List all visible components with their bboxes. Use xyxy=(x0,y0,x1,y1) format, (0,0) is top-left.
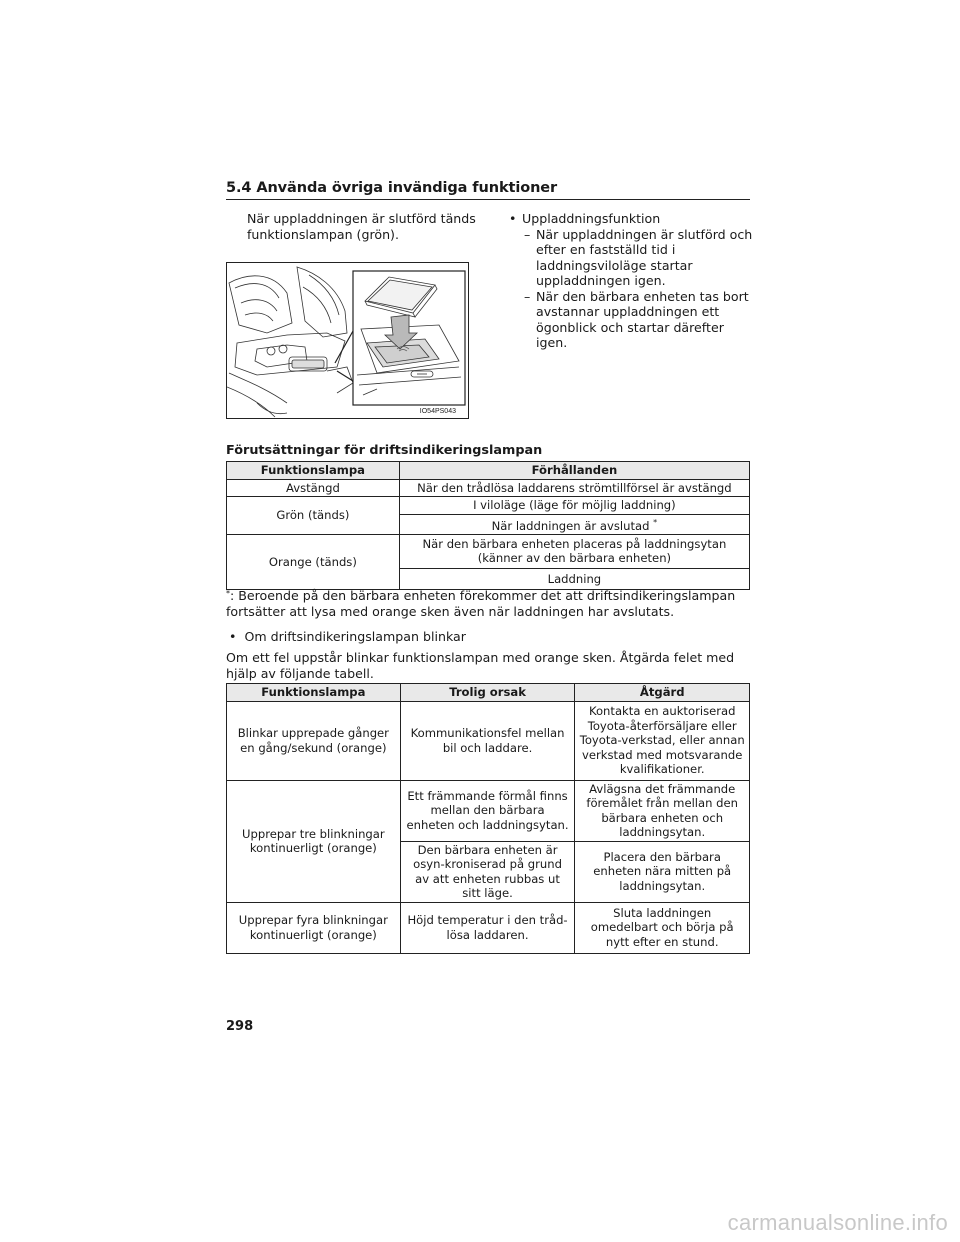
list-subitem xyxy=(506,289,756,351)
charging-function-list xyxy=(506,211,756,351)
cell-action: Placera den bärbara enheten nära mitten på laddningsytan. xyxy=(575,841,750,902)
conditions-heading: Förutsättningar för driftsindikeringslampan xyxy=(226,443,543,458)
footnote-marker: * xyxy=(653,517,658,527)
car-console-drawing xyxy=(227,263,468,418)
dash-icon: – xyxy=(524,288,531,304)
cell-condition xyxy=(399,514,749,534)
table-header-conditions: Förhållanden xyxy=(399,462,749,480)
footnote xyxy=(226,588,756,620)
bullet-text: Om driftsindikeringslampan blinkar xyxy=(244,629,466,644)
cell-action: Kontakta en auktoriserad Toyota-återförsäljare eller Toyota-verkstad, eller annan verkstad med motsvarande kvalifikationer. xyxy=(575,701,750,780)
footnote-marker: * xyxy=(226,589,230,598)
cell-condition: När den bärbara enheten placeras på laddningsytan (känner av den bärbara enheten) xyxy=(399,534,749,568)
cell-action: Avlägsna det främmande föremålet från mellan den bärbara enheten och laddningsytan. xyxy=(575,780,750,841)
section-title: 5.4 Använda övriga invändiga funktioner xyxy=(226,180,558,196)
table-header-row xyxy=(227,462,750,480)
charger-illustration xyxy=(226,262,469,419)
page-number: 298 xyxy=(226,1019,254,1034)
cell-lamp: Grön (tänds) xyxy=(227,497,400,535)
cell-lamp: Orange (tänds) xyxy=(227,534,400,589)
table-header-lamp: Funktionslampa xyxy=(227,684,401,702)
table-row xyxy=(227,534,750,568)
cell-lamp: Avstängd xyxy=(227,479,400,497)
list-item xyxy=(506,211,756,227)
table-row xyxy=(227,902,750,953)
table-row xyxy=(227,497,750,515)
list-subitem-text: När den bärbara enheten tas bort avstannar uppladdningen ett ögonblick och startar därefter igen. xyxy=(536,288,749,350)
cell-cause: Kommunikationsfel mellan bil och laddare. xyxy=(400,701,575,780)
conditions-table xyxy=(226,461,750,590)
dash-icon: – xyxy=(524,226,531,242)
cell-cause: Höjd temperatur i den tråd-lösa laddaren. xyxy=(400,902,575,953)
cell-cause: Den bärbara enheten är osyn-kroniserad på grund av att enheten rubbas ut sitt läge. xyxy=(400,841,575,902)
condition-text: När laddningen är avslutad xyxy=(491,518,650,533)
cell-condition: När den trådlösa laddarens strömtillförsel är avstängd xyxy=(399,479,749,497)
bullet-icon: • xyxy=(229,629,237,644)
table-header-lamp: Funktionslampa xyxy=(227,462,400,480)
table-header-action: Åtgärd xyxy=(575,684,750,702)
table-row xyxy=(227,701,750,780)
cell-action: Sluta laddningen omedelbart och börja på nytt efter en stund. xyxy=(575,902,750,953)
cell-cause: Ett främmande förmål finns mellan den bärbara enheten och laddningsytan. xyxy=(400,780,575,841)
table-header-row xyxy=(227,684,750,702)
list-subitem xyxy=(506,227,756,289)
troubleshooting-table xyxy=(226,683,750,954)
bullet-icon: • xyxy=(509,211,517,226)
table-row xyxy=(227,479,750,497)
cell-condition: Laddning xyxy=(399,568,749,589)
list-title: Uppladdningsfunktion xyxy=(522,211,661,226)
intro-paragraph: När uppladdningen är slutförd tänds funktionslampan (grön). xyxy=(247,211,476,242)
footnote-text: : Beroende på den bärbara enheten förekommer det att driftsindikeringslampan fortsätter att lysa med orange sken även när laddningen har avslutats. xyxy=(226,588,736,619)
watermark: carmanualsonline.info xyxy=(727,1210,948,1235)
section-divider xyxy=(226,199,750,200)
cell-lamp: Upprepar fyra blinkningar kontinuerligt (orange) xyxy=(227,902,401,953)
cell-lamp: Blinkar upprepade gånger en gång/sekund (orange) xyxy=(227,701,401,780)
table-header-cause: Trolig orsak xyxy=(400,684,575,702)
blink-paragraph: Om ett fel uppstår blinkar funktionslampan med orange sken. Åtgärda felet med hjälp av följande tabell. xyxy=(226,650,735,681)
table-row xyxy=(227,780,750,841)
list-subitem-text: När uppladdningen är slutförd och efter en fastställd tid i laddningsviloläge startar uppladdningen igen. xyxy=(536,226,753,288)
figure-code: IO54PS043 xyxy=(419,408,456,415)
cell-lamp: Upprepar tre blinkningar kontinuerligt (orange) xyxy=(227,780,401,902)
blink-bullet xyxy=(229,629,466,644)
cell-condition: I viloläge (läge för möjlig laddning) xyxy=(399,497,749,515)
